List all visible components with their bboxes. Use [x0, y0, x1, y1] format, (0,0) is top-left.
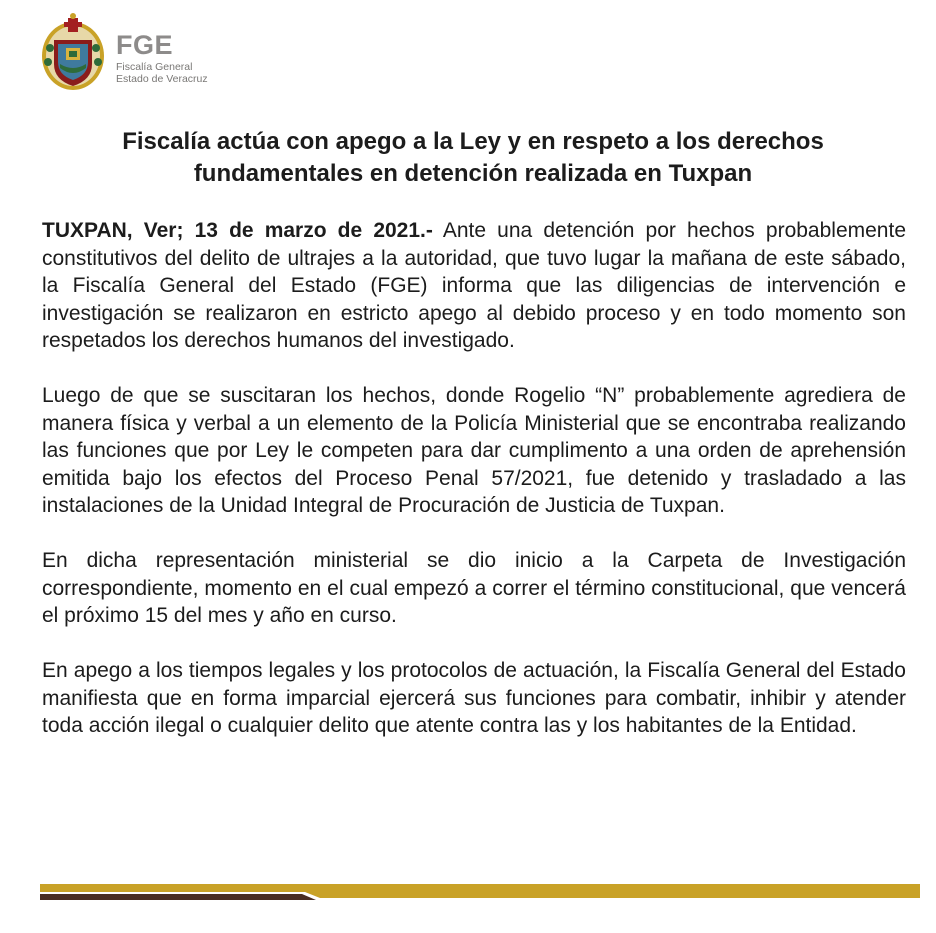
paragraph-2: Luego de que se suscitaran los hechos, donde Rogelio “N” probablemente agrediera de manera física y verbal a un elemento de la Policía Ministerial que se encontraba realizando las funciones que por Ley le competen para dar cumplimento a una orden de aprehensión emitida bajo los efectos del Proceso Penal 57/2021, fue detenido y trasladado a las instalaciones de la Unidad Integral de Procuración de Justicia de Tuxpan.	[42, 384, 906, 517]
press-release-body	[42, 217, 906, 740]
logo-text: FGE	[116, 30, 174, 60]
veracruz-coat-of-arms-icon	[40, 12, 106, 92]
paragraph-1-text: Ante una detención por hechos probablemente constitutivos del delito de ultrajes a la autoridad, que tuvo lugar la mañana de este sábado, la Fiscalía General del Estado (FGE) informa que las diligencias de intervención e investigación se realizaron en estricto apego al debido proceso y en todo momento son respetados los derechos humanos del investigado.	[42, 219, 906, 352]
footer-brown-stripe	[40, 894, 316, 900]
paragraph-1	[42, 217, 906, 355]
org-name-line1: Fiscalía General	[116, 61, 193, 73]
dateline: TUXPAN, Ver; 13 de marzo de 2021.-	[42, 219, 433, 242]
org-brand	[116, 32, 208, 85]
header	[40, 12, 340, 92]
press-release-title: Fiscalía actúa con apego a la Ley y en respeto a los derechos fundamentales en detención realizada en Tuxpan	[122, 128, 824, 187]
footer-stripe	[40, 880, 920, 904]
paragraph-4: En apego a los tiempos legales y los protocolos de actuación, la Fiscalía General del Estado manifiesta que en forma imparcial ejercerá sus funciones para combatir, inhibir y atender toda acción ilegal o cualquier delito que atente contra las y los habitantes de la Entidad.	[42, 659, 906, 737]
org-name-line2: Estado de Veracruz	[116, 72, 208, 85]
paragraph-3: En dicha representación ministerial se dio inicio a la Carpeta de Investigación correspondiente, momento en el cual empezó a correr el término constitucional, que vencerá el próximo 15 del mes y año en curso.	[42, 549, 906, 627]
